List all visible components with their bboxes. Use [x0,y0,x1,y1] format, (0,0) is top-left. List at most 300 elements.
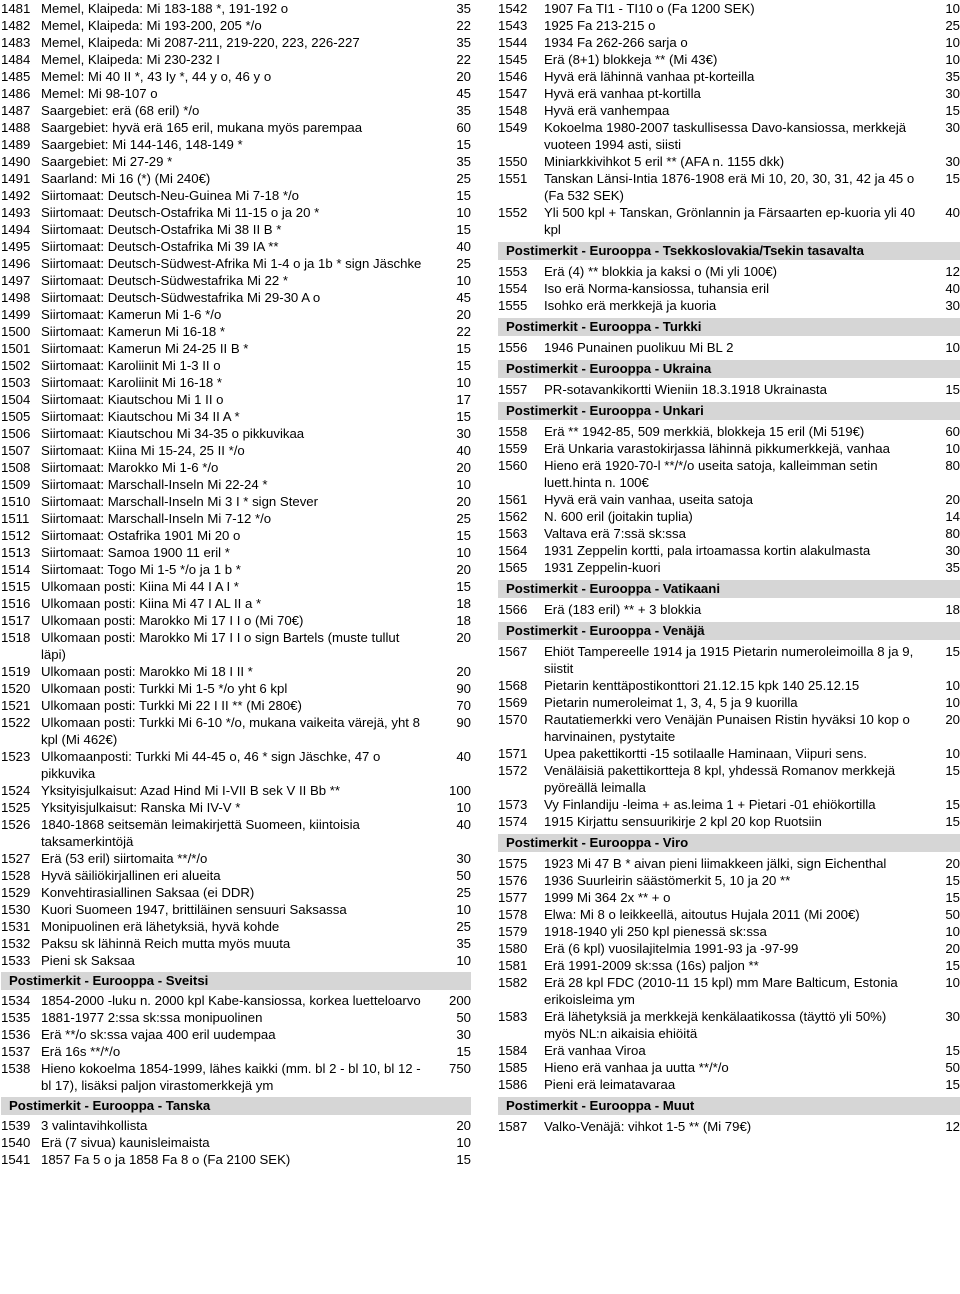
lot-row [1,34,471,51]
lot-row [1,85,471,102]
lot-row [498,457,960,491]
lot-row [498,508,960,525]
lot-price: 20 [456,664,471,679]
lot-row [1,289,471,306]
lot-price: 30 [945,298,960,313]
lot-description: Tanskan Länsi-Intia 1876-1908 erä Mi 10, 20, 30, 31, 42 ja 45 o (Fa 532 SEK) [544,171,915,203]
lot-description: Erä (4) ** blokkia ja kaksi o (Mi yli 100€) [544,264,778,279]
lot-price: 15 [945,1043,960,1058]
lot-description: Siirtomaat: Kiautschou Mi 34-35 o pikkuvikaa [41,426,305,441]
lot-number: 1499 [1,307,31,322]
lot-number: 1525 [1,800,31,815]
lot-row [1,992,471,1009]
lot-price: 35 [456,936,471,951]
lot-row [1,238,471,255]
lot-description: Erä 16s **/*/o [41,1044,121,1059]
lot-row [1,1009,471,1026]
lot-price: 20 [456,494,471,509]
lot-row [1,697,471,714]
lot-price: 30 [456,1027,471,1042]
lot-number: 1575 [498,856,528,871]
lot-description: Siirtomaat: Ostafrika 1901 Mi 20 o [41,528,241,543]
lot-price: 40 [456,443,471,458]
lot-row [498,204,960,238]
lot-number: 1527 [1,851,31,866]
lot-price: 10 [945,1,960,16]
lot-row [498,1076,960,1093]
lot-row [1,340,471,357]
lot-price: 10 [945,678,960,693]
lot-price: 18 [456,596,471,611]
lot-number: 1550 [498,154,528,169]
lot-row [1,408,471,425]
lot-row [1,544,471,561]
lot-row [498,1059,960,1076]
lot-row [1,663,471,680]
lot-number: 1565 [498,560,528,575]
lot-price: 20 [456,307,471,322]
lot-description: 1857 Fa 5 o ja 1858 Fa 8 o (Fa 2100 SEK) [41,1152,291,1167]
lot-description: Erä 28 kpl FDC (2010-11 15 kpl) mm Mare Balticum, Estonia erikoisleima ym [544,975,898,1007]
lot-description: Siirtomaat: Kamerun Mi 1-6 */o [41,307,222,322]
lot-row [498,796,960,813]
lot-row [498,762,960,796]
lot-row [1,1060,471,1094]
lot-description: Erä 1991-2009 sk:ssa (16s) paljon ** [544,958,759,973]
lot-number: 1514 [1,562,31,577]
lot-row [498,102,960,119]
lot-number: 1542 [498,1,528,16]
lot-price: 15 [456,579,471,594]
lot-description: Siirtomaat: Deutsch-Ostafrika Mi 38 II B * [41,222,282,237]
lot-price: 15 [945,890,960,905]
lot-price: 20 [456,562,471,577]
section-header: Postimerkit - Eurooppa - Tsekkoslovakia/Tsekin tasavalta [498,242,960,260]
lot-number: 1536 [1,1027,31,1042]
lot-description: Hyvä säiliökirjallinen eri alueita [41,868,221,883]
lot-number: 1585 [498,1060,528,1075]
lot-description: Memel, Klaipeda: Mi 2087-211, 219-220, 223, 226-227 [41,35,360,50]
lot-price: 35 [456,103,471,118]
lot-row [498,923,960,940]
lot-number: 1586 [498,1077,528,1092]
lot-price: 80 [945,458,960,473]
lot-row [1,442,471,459]
lot-description: 1918-1940 yli 250 kpl pienessä sk:ssa [544,924,767,939]
lot-number: 1534 [1,993,31,1008]
lot-price: 35 [945,69,960,84]
lot-row [1,374,471,391]
lot-price: 30 [456,851,471,866]
lot-description: Ulkomaan posti: Turkki Mi 6-10 */o, mukana vaikeita värejä, yht 8 kpl (Mi 462€) [41,715,420,747]
lot-price: 40 [456,749,471,764]
lot-row [498,119,960,153]
section-header: Postimerkit - Eurooppa - Unkari [498,402,960,420]
lot-description: 1854-2000 -luku n. 2000 kpl Kabe-kansiossa, korkea luetteloarvo [41,993,421,1008]
lot-description: Upea pakettikortti -15 sotilaalle Haminaan, Viipuri sens. [544,746,868,761]
lot-number: 1501 [1,341,31,356]
lot-number: 1549 [498,120,528,135]
lot-description: Kokoelma 1980-2007 taskullisessa Davo-kansiossa, merkkejä vuoteen 1994 asti, siisti [544,120,907,152]
lot-number: 1578 [498,907,528,922]
lot-price: 15 [945,171,960,186]
lot-number: 1558 [498,424,528,439]
lot-price: 20 [945,941,960,956]
lot-description: Pieni erä leimatavaraa [544,1077,676,1092]
lot-row [1,527,471,544]
lot-description: Siirtomaat: Kamerun Mi 24-25 II B * [41,341,249,356]
lot-row [1,119,471,136]
lot-number: 1537 [1,1044,31,1059]
lot-number: 1561 [498,492,528,507]
lot-number: 1492 [1,188,31,203]
lot-row [1,187,471,204]
lot-number: 1502 [1,358,31,373]
lot-row [498,855,960,872]
lot-number: 1515 [1,579,31,594]
lot-row [1,1026,471,1043]
lot-row [498,643,960,677]
lot-row [1,629,471,663]
lot-number: 1510 [1,494,31,509]
lot-number: 1560 [498,458,528,473]
lot-price: 15 [456,137,471,152]
lot-number: 1566 [498,602,528,617]
lot-price: 20 [945,712,960,727]
lot-number: 1531 [1,919,31,934]
lot-price: 30 [945,543,960,558]
section-header: Postimerkit - Eurooppa - Muut [498,1097,960,1115]
lot-row [1,816,471,850]
lot-description: Ulkomaan posti: Marokko Mi 17 I I o sign Bartels (muste tullut läpi) [41,630,400,662]
lot-price: 750 [448,1061,471,1076]
lot-number: 1483 [1,35,31,50]
lot-number: 1532 [1,936,31,951]
lot-row [1,136,471,153]
lot-description: 1934 Fa 262-266 sarja o [544,35,688,50]
lot-description: Siirtomaat: Kamerun Mi 16-18 * [41,324,225,339]
lot-row [498,542,960,559]
lot-description: Hyvä erä vain vanhaa, useita satoja [544,492,753,507]
lot-description: 1881-1977 2:ssa sk:ssa monipuolinen [41,1010,263,1025]
lot-description: Pietarin numeroleimat 1, 3, 4, 5 ja 9 kuorilla [544,695,798,710]
lot-price: 15 [945,382,960,397]
lot-number: 1563 [498,526,528,541]
lot-row [498,745,960,762]
lot-price: 15 [945,958,960,973]
lot-row [1,170,471,187]
lot-description: Siirtomaat: Deutsch-Südwestafrika Mi 22 * [41,273,288,288]
lot-row [1,102,471,119]
lot-number: 1582 [498,975,528,990]
lot-price: 10 [456,375,471,390]
section-header: Postimerkit - Eurooppa - Viro [498,834,960,852]
lot-description: Siirtomaat: Deutsch-Ostafrika Mi 11-15 o ja 20 * [41,205,320,220]
lot-price: 15 [456,1152,471,1167]
lot-row [498,711,960,745]
lot-price: 20 [456,69,471,84]
left-column [1,0,471,1168]
lot-description: Pieni sk Saksaa [41,953,135,968]
lot-description: Ulkomaan posti: Kiina Mi 44 I A I * [41,579,239,594]
lot-description: Venäläisiä pakettikortteja 8 kpl, yhdessä Romanov merkkejä pyöreällä leimalla [544,763,896,795]
lot-number: 1569 [498,695,528,710]
lot-row [498,85,960,102]
lot-row [1,612,471,629]
lot-number: 1567 [498,644,528,659]
lot-description: Isohko erä merkkejä ja kuoria [544,298,717,313]
lot-price: 25 [456,256,471,271]
lot-row [1,1151,471,1168]
lot-row [498,940,960,957]
lot-price: 15 [456,358,471,373]
lot-description: Memel: Mi 98-107 o [41,86,158,101]
lot-price: 50 [945,1060,960,1075]
lot-number: 1517 [1,613,31,628]
lot-row [498,813,960,830]
lot-row [498,974,960,1008]
lot-number: 1491 [1,171,31,186]
section-header: Postimerkit - Eurooppa - Tanska [1,1097,471,1115]
lot-number: 1512 [1,528,31,543]
lot-number: 1484 [1,52,31,67]
lot-description: Pietarin kenttäpostikonttori 21.12.15 kpk 140 25.12.15 [544,678,860,693]
lot-price: 10 [456,205,471,220]
lot-row [498,491,960,508]
lot-number: 1486 [1,86,31,101]
lot-description: Erä lähetyksiä ja merkkejä kenkälaatikossa (täyttö yli 50%) myös NL:n aikaisia ehiöitä [544,1009,887,1041]
lot-price: 20 [945,492,960,507]
lot-row [1,493,471,510]
lot-number: 1587 [498,1119,528,1134]
lot-number: 1556 [498,340,528,355]
lot-number: 1498 [1,290,31,305]
lot-price: 15 [945,763,960,778]
lot-row [1,1117,471,1134]
lot-description: Iso erä Norma-kansiossa, tuhansia eril [544,281,770,296]
lot-row [1,1134,471,1151]
lot-row [1,578,471,595]
lot-row [1,425,471,442]
lot-price: 20 [456,1118,471,1133]
lot-description: Miniarkkivihkot 5 eril ** (AFA n. 1155 dkk) [544,154,785,169]
lot-description: Konvehtirasiallinen Saksaa (ei DDR) [41,885,255,900]
lot-price: 17 [456,392,471,407]
lot-number: 1552 [498,205,528,220]
lot-number: 1524 [1,783,31,798]
lot-number: 1523 [1,749,31,764]
lot-number: 1535 [1,1010,31,1025]
lot-row [1,476,471,493]
lot-price: 10 [945,441,960,456]
lot-row [498,694,960,711]
lot-number: 1574 [498,814,528,829]
lot-description: Ulkomaan posti: Kiina Mi 47 I AL II a * [41,596,262,611]
lot-price: 25 [456,919,471,934]
lot-number: 1496 [1,256,31,271]
lot-row [498,872,960,889]
lot-price: 22 [456,324,471,339]
lot-price: 10 [456,477,471,492]
lot-price: 60 [945,424,960,439]
lot-number: 1584 [498,1043,528,1058]
lot-price: 35 [456,1,471,16]
lot-description: Erä (53 eril) siirtomaita **/*/o [41,851,208,866]
lot-row [1,918,471,935]
lot-row [1,799,471,816]
lot-price: 30 [945,86,960,101]
lot-number: 1572 [498,763,528,778]
lot-row [1,272,471,289]
lot-description: 1931 Zeppelin kortti, pala irtoamassa kortin alakulmasta [544,543,871,558]
lot-price: 15 [456,409,471,424]
lot-description: Siirtomaat: Togo Mi 1-5 */o ja 1 b * [41,562,241,577]
lot-number: 1526 [1,817,31,832]
lot-number: 1521 [1,698,31,713]
lot-price: 18 [945,602,960,617]
lot-description: Siirtomaat: Marschall-Inseln Mi 7-12 */o [41,511,272,526]
lot-price: 15 [456,528,471,543]
lot-price: 70 [456,698,471,713]
lot-number: 1545 [498,52,528,67]
lot-description: 1925 Fa 213-215 o [544,18,656,33]
lot-number: 1487 [1,103,31,118]
lot-description: Erä **/o sk:ssa vajaa 400 eril uudempaa [41,1027,276,1042]
lot-number: 1529 [1,885,31,900]
lot-price: 60 [456,120,471,135]
lot-row [498,677,960,694]
lot-row [498,170,960,204]
lot-description: Memel, Klaipeda: Mi 230-232 I [41,52,220,67]
lot-number: 1568 [498,678,528,693]
lot-number: 1547 [498,86,528,101]
lot-description: Siirtomaat: Deutsch-Südwest-Afrika Mi 1-4 o ja 1b * sign Jäschke [41,256,422,271]
lot-row [1,204,471,221]
lot-row [1,357,471,374]
lot-description: Ulkomaan posti: Turkki Mi 22 I II ** (Mi 280€) [41,698,302,713]
lot-description: Erä (183 eril) ** + 3 blokkia [544,602,702,617]
lot-price: 10 [945,340,960,355]
lot-description: Erä (6 kpl) vuosilajitelmia 1991-93 ja -97-99 [544,941,799,956]
lot-description: Erä (8+1) blokkeja ** (Mi 43€) [544,52,718,67]
lot-row [1,153,471,170]
lot-price: 30 [945,1009,960,1024]
lot-number: 1516 [1,596,31,611]
lot-description: Vy Finlandiju -leima + as.leima 1 + Pietari -01 ehiökortilla [544,797,876,812]
lot-description: Siirtomaat: Deutsch-Neu-Guinea Mi 7-18 */o [41,188,299,203]
lot-description: 3 valintavihkollista [41,1118,148,1133]
lot-price: 10 [456,273,471,288]
lot-number: 1551 [498,171,528,186]
lot-row [1,68,471,85]
lot-number: 1505 [1,409,31,424]
lot-description: Hieno erä 1920-70-l **/*/o useita satoja, kalleimman setin luett.hinta n. 100€ [544,458,878,490]
lot-description: Siirtomaat: Deutsch-Südwestafrika Mi 29-30 A o [41,290,321,305]
lot-price: 10 [945,746,960,761]
lot-price: 15 [945,873,960,888]
lot-description: Saargebiet: Mi 27-29 * [41,154,173,169]
lot-row [1,901,471,918]
lot-row [498,559,960,576]
lot-number: 1562 [498,509,528,524]
lot-description: Hieno kokoelma 1854-1999, lähes kaikki (mm. bl 2 - bl 10, bl 12 - bl 17), lisäksi paljon virastomerkkejä ym [41,1061,421,1093]
lot-price: 100 [448,783,471,798]
lot-price: 15 [456,1044,471,1059]
lot-price: 90 [456,681,471,696]
lot-price: 50 [456,868,471,883]
lot-price: 35 [945,560,960,575]
lot-row [498,423,960,440]
lot-number: 1481 [1,1,31,16]
lot-number: 1546 [498,69,528,84]
lot-number: 1540 [1,1135,31,1150]
lot-number: 1570 [498,712,528,727]
lot-price: 35 [456,154,471,169]
lot-price: 40 [945,281,960,296]
lot-price: 20 [945,856,960,871]
lot-number: 1503 [1,375,31,390]
lot-description: Siirtomaat: Marschall-Inseln Mi 22-24 * [41,477,268,492]
lot-description: Siirtomaat: Deutsch-Ostafrika Mi 39 IA ** [41,239,279,254]
lot-price: 90 [456,715,471,730]
lot-price: 15 [945,103,960,118]
lot-description: Ulkomaan posti: Turkki Mi 1-5 */o yht 6 kpl [41,681,288,696]
lot-row [1,867,471,884]
lot-number: 1504 [1,392,31,407]
lot-row [498,51,960,68]
lot-price: 15 [945,797,960,812]
lot-price: 25 [456,511,471,526]
lot-price: 10 [945,35,960,50]
lot-row [1,680,471,697]
lot-number: 1528 [1,868,31,883]
lot-number: 1543 [498,18,528,33]
lot-price: 200 [448,993,471,1008]
lot-description: Memel, Klaipeda: Mi 183-188 *, 191-192 o [41,1,289,16]
lot-number: 1559 [498,441,528,456]
lot-price: 30 [945,154,960,169]
lot-price: 10 [456,545,471,560]
lot-description: Hyvä erä lähinnä vanhaa pt-korteilla [544,69,755,84]
lot-row [1,884,471,901]
lot-row [498,339,960,356]
lot-description: Siirtomaat: Samoa 1900 11 eril * [41,545,230,560]
lot-description: Elwa: Mi 8 o leikkeellä, aitoutus Hujala 2011 (Mi 200€) [544,907,860,922]
lot-number: 1506 [1,426,31,441]
lot-description: Ulkomaanposti: Turkki Mi 44-45 o, 46 * sign Jäschke, 47 o pikkuvika [41,749,381,781]
lot-number: 1577 [498,890,528,905]
lot-row [498,297,960,314]
lot-description: Erä Unkaria varastokirjassa lähinnä pikkumerkkejä, vanhaa [544,441,890,456]
lot-price: 40 [945,205,960,220]
lot-description: Siirtomaat: Marokko Mi 1-6 */o [41,460,219,475]
lot-description: Monipuolinen erä lähetyksiä, hyvä kohde [41,919,280,934]
lot-description: Ulkomaan posti: Marokko Mi 17 I I o (Mi 70€) [41,613,304,628]
lot-row [498,153,960,170]
lot-description: N. 600 eril (joitakin tuplia) [544,509,693,524]
lot-price: 40 [456,817,471,832]
lot-price: 15 [945,644,960,659]
lot-row [498,957,960,974]
lot-description: Siirtomaat: Karoliinit Mi 16-18 * [41,375,223,390]
lot-price: 20 [456,460,471,475]
lot-description: Siirtomaat: Marschall-Inseln Mi 3 I * sign Stever [41,494,319,509]
lot-price: 10 [945,924,960,939]
lot-number: 1538 [1,1061,31,1076]
lot-description: 1907 Fa TI1 - TI10 o (Fa 1200 SEK) [544,1,755,16]
lot-number: 1539 [1,1118,31,1133]
lot-row [498,525,960,542]
